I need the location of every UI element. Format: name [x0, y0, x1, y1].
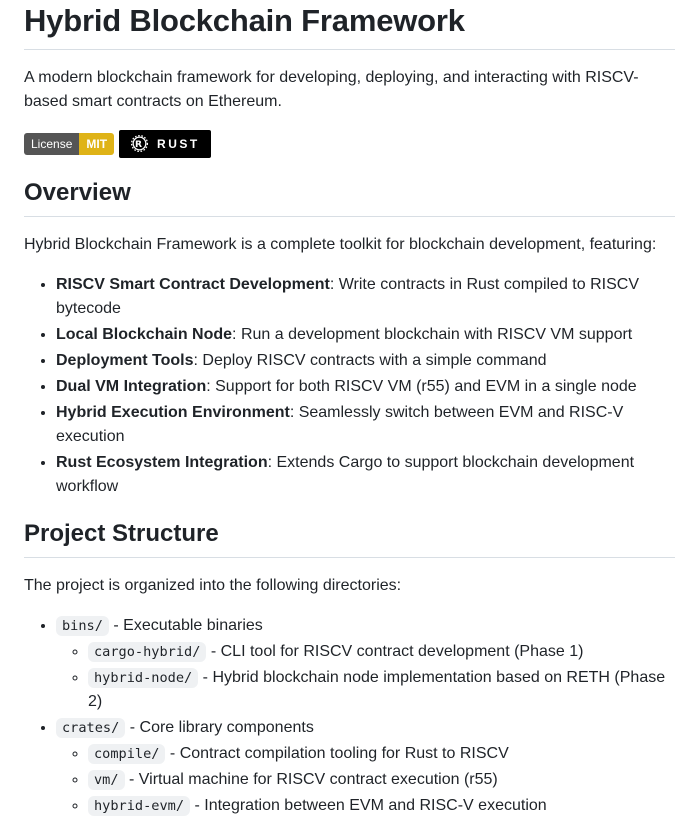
feature-term: RISCV Smart Contract Development	[56, 275, 330, 293]
directory-code: bins/	[56, 616, 109, 636]
feature-desc: : Deploy RISCV contracts with a simple command	[193, 351, 547, 369]
directory-desc: - CLI tool for RISCV contract development (Phase 1)	[206, 642, 584, 660]
directory-code: crates/	[56, 718, 125, 738]
directory-list	[24, 614, 675, 818]
feature-item	[56, 401, 675, 449]
directory-desc: - Executable binaries	[108, 616, 263, 634]
directory-desc: - Integration between EVM and RISC-V execution	[190, 796, 547, 814]
project-structure-intro: The project is organized into the following directories:	[24, 576, 402, 594]
directory-subitem	[88, 794, 675, 818]
directory-code: cargo-hybrid/	[88, 642, 206, 662]
directory-sublist	[56, 640, 675, 714]
feature-item	[56, 349, 675, 373]
directory-subitem	[88, 768, 675, 792]
feature-item	[56, 451, 675, 499]
directory-code: vm/	[88, 770, 125, 790]
badge-row	[24, 130, 675, 158]
directory-subitem	[88, 666, 675, 714]
feature-desc: : Write contracts in Rust compiled to RISCV bytecode	[56, 275, 639, 317]
directory-item	[56, 716, 675, 818]
feature-term: Deployment Tools	[56, 351, 194, 369]
directory-desc: - Core library components	[125, 718, 314, 736]
overview-intro: Hybrid Blockchain Framework is a complete toolkit for blockchain development, featuring:	[24, 235, 657, 253]
directory-code: compile/	[88, 744, 165, 764]
license-badge-label: License	[24, 133, 79, 155]
feature-desc: : Seamlessly switch between EVM and RISC-V execution	[56, 403, 624, 445]
feature-item	[56, 273, 675, 321]
license-badge[interactable]	[24, 133, 114, 155]
directory-subitem	[88, 640, 675, 664]
intro-paragraph: A modern blockchain framework for developing, deploying, and interacting with RISCV-based smart contracts on Ethereum.	[24, 68, 639, 110]
overview-heading: Overview	[24, 178, 675, 217]
feature-item	[56, 323, 675, 347]
feature-term: Local Blockchain Node	[56, 325, 233, 343]
directory-desc: - Hybrid blockchain node implementation based on RETH (Phase 2)	[88, 668, 666, 710]
directory-sublist	[56, 742, 675, 818]
rust-logo-icon	[130, 134, 149, 153]
rust-badge[interactable]	[119, 130, 211, 158]
feature-term: Dual VM Integration	[56, 377, 207, 395]
directory-desc: - Contract compilation tooling for Rust to RISCV	[165, 744, 509, 762]
feature-term: Rust Ecosystem Integration	[56, 453, 268, 471]
license-badge-value: MIT	[79, 133, 114, 155]
svg-text:R: R	[135, 140, 145, 151]
feature-desc: : Extends Cargo to support blockchain development workflow	[56, 453, 635, 495]
feature-desc: : Support for both RISCV VM (r55) and EVM in a single node	[206, 377, 637, 395]
page-title: Hybrid Blockchain Framework	[24, 2, 675, 50]
feature-list	[24, 273, 675, 499]
project-structure-heading: Project Structure	[24, 519, 675, 558]
feature-desc: : Run a development blockchain with RISCV VM support	[232, 325, 633, 343]
directory-code: hybrid-node/	[88, 668, 198, 688]
feature-item	[56, 375, 675, 399]
feature-term: Hybrid Execution Environment	[56, 403, 290, 421]
rust-badge-label: RUST	[157, 136, 200, 151]
directory-code: hybrid-evm/	[88, 796, 190, 816]
directory-subitem	[88, 742, 675, 766]
directory-item	[56, 614, 675, 714]
directory-desc: - Virtual machine for RISCV contract execution (r55)	[124, 770, 498, 788]
